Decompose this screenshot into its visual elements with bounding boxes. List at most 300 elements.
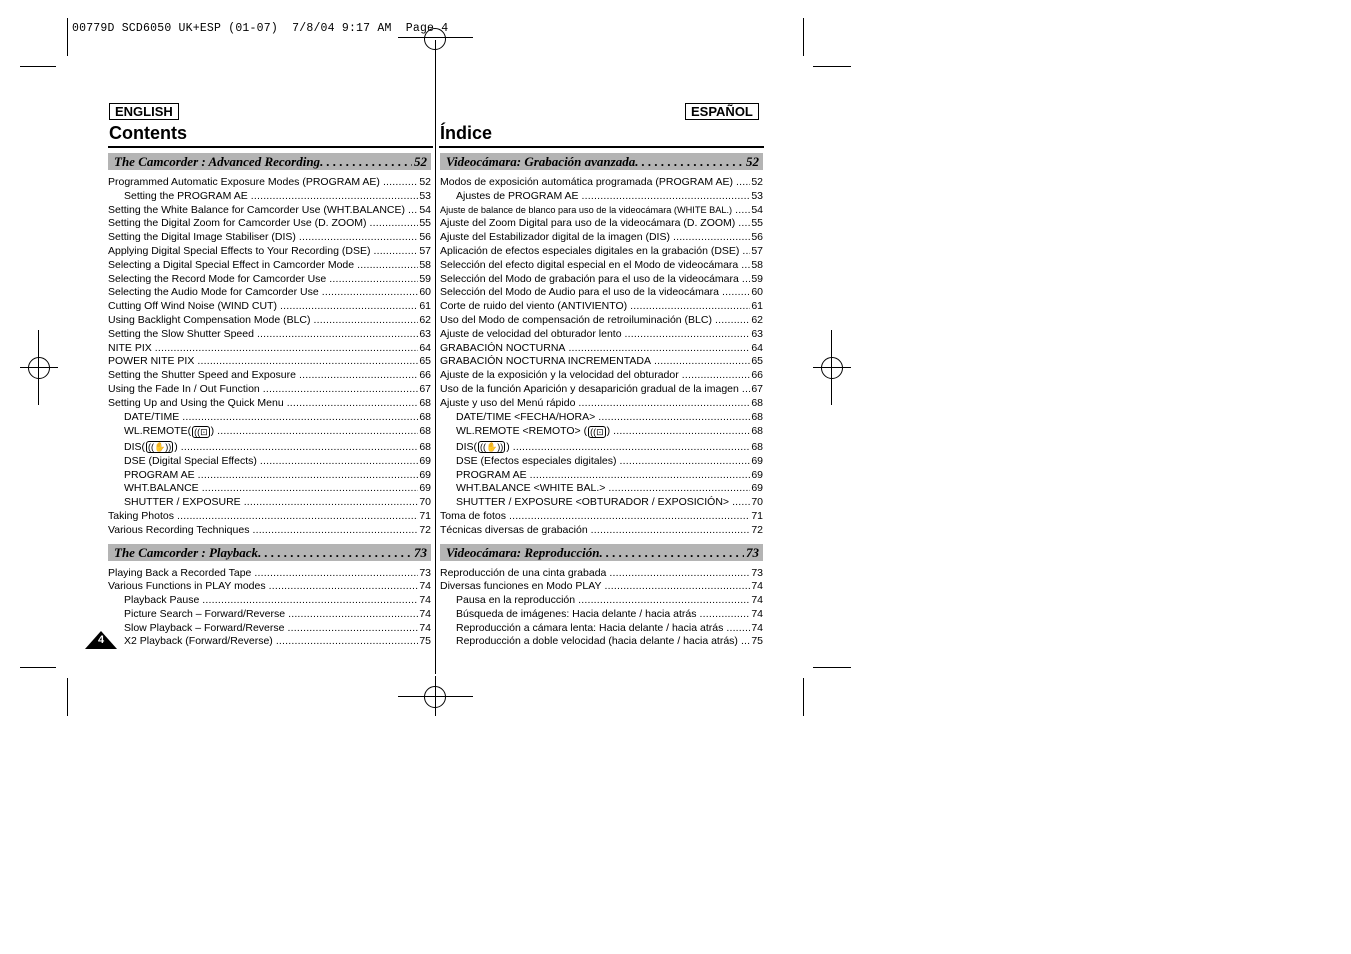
leader-dots [322, 286, 419, 300]
entry-title [124, 482, 199, 496]
leader-dots [741, 259, 750, 273]
entry-text-after: ) [506, 440, 510, 453]
entry-title [124, 622, 284, 636]
entry-title [440, 510, 506, 524]
entry-page: 55 [751, 217, 763, 230]
entry-title [124, 411, 179, 425]
entry-text: Ajuste del Zoom Digital para uso de la videocámara (D. ZOOM) [440, 217, 736, 230]
entry-page: 68 [419, 410, 431, 423]
entry-text: Selección del efecto digital especial en el Modo de videocámara [440, 258, 739, 271]
toc-entry [440, 440, 763, 455]
entry-text: Setting the Digital Zoom for Camcorder Use (D. ZOOM) [108, 217, 367, 230]
entry-title [456, 496, 729, 510]
entry-title [124, 440, 178, 455]
entry-page: 54 [419, 203, 431, 216]
entry-title [440, 383, 739, 397]
entry-title [456, 635, 738, 649]
entry-page: 68 [751, 425, 763, 438]
entry-title [108, 355, 194, 369]
section-title: Videocámara: Reproducción [446, 544, 600, 560]
entry-text: Reproducción de una cinta grabada [440, 566, 607, 579]
entry-text: Setting the Digital Image Stabiliser (DIS) [108, 231, 296, 244]
toc-entry [108, 369, 431, 383]
entry-page: 69 [419, 468, 431, 481]
entry-text: Selecting the Record Mode for Camcorder Use [108, 272, 327, 285]
leader-dots [722, 286, 750, 300]
leader-dots [735, 204, 750, 218]
leader-dots [251, 190, 419, 204]
entry-text: Selecting the Audio Mode for Camcorder Use [108, 286, 319, 299]
entry-text-after: ) [174, 440, 178, 453]
toc-entry [440, 286, 763, 300]
section-title: The Camcorder : Advanced Recording [114, 154, 321, 169]
leader-dots [181, 440, 419, 455]
entry-title [456, 424, 610, 439]
entry-page: 57 [751, 244, 763, 257]
entry-text: WL.REMOTE( [124, 425, 192, 438]
entry-text: Various Functions in PLAY modes [108, 580, 266, 593]
entry-page: 74 [419, 580, 431, 593]
entry-page: 65 [419, 355, 431, 368]
entry-title [440, 524, 588, 538]
entry-page: 62 [751, 313, 763, 326]
entry-text: DSE (Digital Special Effects) [124, 454, 257, 467]
entry-text: X2 Playback (Forward/Reverse) [124, 635, 273, 648]
toc-entry [108, 204, 431, 218]
toc-entry [108, 469, 431, 483]
entry-text: Picture Search – Forward/Reverse [124, 607, 286, 620]
leader-dots [155, 342, 419, 356]
toc-entry [108, 510, 431, 524]
entry-title [124, 190, 248, 204]
entry-page: 75 [419, 635, 431, 648]
entry-title [440, 204, 732, 218]
toc-section [440, 153, 763, 538]
toc-entry [108, 635, 431, 649]
entry-title [440, 300, 627, 314]
toc-entry [440, 635, 763, 649]
leader-dots [244, 496, 419, 510]
entry-title [456, 411, 595, 425]
entry-text: Slow Playback – Forward/Reverse [124, 621, 285, 634]
entry-page: 56 [751, 231, 763, 244]
entry-page: 69 [751, 482, 763, 495]
entry-page: 68 [419, 440, 431, 453]
toc-entry [440, 469, 763, 483]
dis-icon: ((✋)) [480, 441, 504, 452]
remote-icon: ((⊡ [590, 426, 604, 437]
toc-entry [440, 369, 763, 383]
entry-title [108, 259, 354, 273]
title-rule-right [439, 146, 764, 148]
toc-entry [108, 383, 431, 397]
leader-dots [320, 153, 412, 170]
entry-title [456, 455, 617, 469]
entry-page: 63 [419, 327, 431, 340]
contents-title: Contents [109, 123, 187, 143]
entry-title [108, 217, 367, 231]
toc-entry [108, 496, 431, 510]
entry-text: PROGRAM AE [456, 468, 527, 481]
toc-entry [108, 355, 431, 369]
leader-dots [700, 608, 751, 622]
leader-dots [742, 245, 750, 259]
entry-title [108, 231, 296, 245]
entry-page: 57 [419, 244, 431, 257]
leader-dots [202, 594, 418, 608]
toc-entry [108, 567, 431, 581]
entry-title [456, 622, 723, 636]
entry-page: 70 [419, 496, 431, 509]
toc-entry [440, 204, 763, 218]
toc-entry [108, 286, 431, 300]
entry-page: 61 [751, 300, 763, 313]
entry-page: 74 [751, 621, 763, 634]
entry-text: SHUTTER / EXPOSURE [124, 496, 241, 509]
toc-entry [108, 314, 431, 328]
entry-title [440, 314, 712, 328]
entry-title [108, 176, 380, 190]
leader-dots [202, 482, 419, 496]
leader-dots [254, 567, 418, 581]
entry-text: Programmed Automatic Exposure Modes (PROGRAM AE) [108, 176, 380, 188]
entry-text: Búsqueda de imágenes: Hacia delante / hacia atrás [456, 607, 697, 620]
entry-title [440, 217, 735, 231]
section-page: 52 [414, 154, 427, 169]
entry-page: 55 [419, 217, 431, 230]
entry-text: WHT.BALANCE [124, 482, 199, 495]
leader-dots [287, 622, 418, 636]
toc-entry [108, 524, 431, 538]
entry-page: 71 [419, 509, 431, 522]
toc-entry [108, 482, 431, 496]
leader-dots [726, 622, 750, 636]
indice-title: Índice [440, 123, 493, 143]
section-heading [440, 544, 763, 561]
entry-title [440, 286, 719, 300]
entry-page: 74 [751, 607, 763, 620]
entry-text: Uso de la función Aparición y desaparición gradual de la imagen [440, 382, 739, 395]
entry-page: 69 [751, 468, 763, 481]
entry-title [108, 567, 251, 581]
entry-text: Setting the Slow Shutter Speed [108, 327, 254, 340]
entry-text: DIS( [124, 440, 145, 453]
entry-page: 67 [419, 382, 431, 395]
entry-text: DSE (Efectos especiales digitales) [456, 454, 617, 467]
entry-title [108, 328, 254, 342]
entry-title [456, 469, 527, 483]
entry-title [456, 608, 697, 622]
leader-dots [329, 273, 418, 287]
leader-dots [620, 455, 751, 469]
entry-title [440, 245, 739, 259]
entry-text: Ajuste y uso del Menú rápido [440, 396, 576, 409]
entry-title [440, 369, 679, 383]
leader-dots [269, 580, 419, 594]
entry-title [124, 496, 241, 510]
entry-text: Diversas funciones en Modo PLAY [440, 580, 602, 593]
entry-text: Ajuste de la exposición y la velocidad del obturador [440, 369, 679, 382]
entry-text: Setting the PROGRAM AE [124, 189, 248, 202]
entry-title [108, 204, 405, 218]
entry-title [440, 273, 739, 287]
spanish-label: ESPAÑOL [685, 103, 759, 120]
leader-dots [608, 482, 750, 496]
entry-title [456, 440, 510, 455]
remote-icon: ((⊡ [194, 426, 208, 437]
toc-entry [440, 594, 763, 608]
entry-title [108, 286, 319, 300]
entry-page: 74 [419, 621, 431, 634]
leader-dots [630, 300, 750, 314]
entry-page: 69 [419, 454, 431, 467]
entry-text: Ajuste de balance de blanco para uso de la videocámara (WHITE BAL.) [440, 204, 733, 215]
toc-entry [108, 622, 431, 636]
entry-text: Modos de exposición automática programada (PROGRAM AE) [440, 176, 733, 188]
leader-dots [182, 411, 418, 425]
leader-dots [408, 204, 418, 218]
entry-text-after: ) [210, 425, 215, 438]
entry-title [440, 328, 622, 342]
entry-title [456, 482, 605, 496]
entry-text: SHUTTER / EXPOSURE <OBTURADOR / EXPOSICIÓN> [456, 496, 730, 509]
section-page: 73 [746, 544, 759, 560]
leader-dots [252, 524, 418, 538]
entry-page: 67 [751, 382, 763, 395]
entry-text: GRABACIÓN NOCTURNA [440, 341, 566, 354]
entry-text: Setting Up and Using the Quick Menu [108, 396, 284, 409]
leader-dots [299, 231, 418, 245]
entry-page: 74 [419, 607, 431, 620]
entry-page: 72 [419, 523, 431, 536]
entry-title [124, 469, 195, 483]
toc-entry [440, 397, 763, 411]
entry-page: 74 [751, 594, 763, 607]
leader-dots [198, 469, 419, 483]
entry-page: 66 [419, 369, 431, 382]
leader-dots [530, 469, 751, 483]
leader-dots [263, 383, 419, 397]
leader-dots [314, 314, 419, 328]
section-page: 73 [414, 544, 427, 560]
toc-entry [108, 594, 431, 608]
entry-text: Ajuste de velocidad del obturador lento [440, 327, 622, 340]
leader-dots [513, 440, 751, 455]
entry-title [108, 245, 370, 259]
entry-text: Pausa en la reproducción [456, 594, 576, 607]
entry-text: WL.REMOTE <REMOTO> ( [456, 425, 588, 438]
leader-dots [370, 217, 419, 231]
entry-text: Playback Pause [124, 594, 200, 607]
entry-text: POWER NITE PIX [108, 355, 195, 368]
toc-entry [440, 314, 763, 328]
page-number: 4 [97, 634, 105, 646]
entry-page: 58 [751, 258, 763, 271]
entry-page: 52 [751, 176, 763, 188]
toc-entry [440, 455, 763, 469]
entry-page: 58 [419, 258, 431, 271]
toc-entry [440, 383, 763, 397]
toc-entry [108, 259, 431, 273]
section-page: 52 [746, 154, 759, 169]
toc-entry [440, 580, 763, 594]
leader-dots [654, 355, 750, 369]
leader-dots [578, 594, 750, 608]
leader-dots [682, 369, 751, 383]
entry-page: 71 [751, 509, 763, 522]
entry-title [108, 510, 174, 524]
entry-title [124, 635, 273, 649]
toc-section [108, 153, 431, 538]
entry-title [108, 397, 284, 411]
toc-section [108, 544, 431, 650]
entry-text: Setting the White Balance for Camcorder Use (WHT.BALANCE) [108, 203, 406, 216]
entry-title [108, 524, 249, 538]
entry-text: Uso del Modo de compensación de retroiluminación (BLC) [440, 313, 712, 326]
entry-title [108, 300, 277, 314]
entry-page: 65 [751, 355, 763, 368]
leader-dots [736, 176, 750, 190]
section-heading [108, 153, 431, 170]
print-header: 00779D SCD6050 UK+ESP (01-07) 7/8/04 9:17 AM Page 4 [72, 22, 449, 35]
entry-text: DATE/TIME <FECHA/HORA> [456, 410, 596, 423]
entry-page: 68 [751, 410, 763, 423]
entry-text: Ajustes de PROGRAM AE [456, 189, 579, 202]
toc-entry [108, 580, 431, 594]
entry-text: Playing Back a Recorded Tape [108, 566, 252, 579]
entry-page: 62 [419, 313, 431, 326]
title-rule-left [108, 146, 433, 148]
entry-page: 60 [419, 286, 431, 299]
entry-page: 63 [751, 327, 763, 340]
section-heading [108, 544, 431, 561]
entry-title [456, 190, 579, 204]
toc-entry [440, 259, 763, 273]
entry-text: Reproducción a cámara lenta: Hacia delante / hacia atrás [456, 621, 724, 634]
entry-text: Using Backlight Compensation Mode (BLC) [108, 313, 311, 326]
entry-page: 59 [419, 272, 431, 285]
entry-page: 68 [419, 425, 431, 438]
entry-text: Taking Photos [108, 509, 174, 522]
entry-text: Aplicación de efectos especiales digitales en la grabación (DSE) [440, 244, 740, 257]
leader-dots [742, 273, 750, 287]
entry-title [440, 176, 733, 190]
entry-page: 60 [751, 286, 763, 299]
toc-entry [440, 190, 763, 204]
section-heading [440, 153, 763, 170]
section-title: The Camcorder : Playback [114, 544, 259, 560]
leader-dots [604, 580, 750, 594]
entry-text: WHT.BALANCE <WHITE BAL.> [456, 482, 606, 495]
leader-dots [568, 342, 750, 356]
toc-entry [108, 231, 431, 245]
leader-dots [715, 314, 750, 328]
entry-page: 68 [751, 440, 763, 453]
entry-page: 53 [751, 189, 763, 202]
entry-title [456, 594, 575, 608]
leader-dots [357, 259, 418, 273]
toc-entry [440, 496, 763, 510]
entry-page: 54 [751, 203, 763, 216]
leader-dots [635, 153, 744, 170]
toc-entry [440, 608, 763, 622]
toc-entry [440, 482, 763, 496]
toc-entry [108, 245, 431, 259]
spanish-toc [440, 153, 763, 649]
toc-entry [440, 176, 763, 190]
dis-icon: ((✋)) [148, 441, 172, 452]
toc-entry [440, 273, 763, 287]
leader-dots [509, 510, 750, 524]
leader-dots [217, 424, 418, 439]
leader-dots [741, 635, 750, 649]
entry-page: 74 [751, 580, 763, 593]
leader-dots [578, 397, 750, 411]
leader-dots [276, 635, 419, 649]
entry-title [108, 273, 326, 287]
leader-dots [742, 383, 750, 397]
entry-title [124, 455, 257, 469]
entry-title [108, 369, 296, 383]
entry-text: Toma de fotos [440, 509, 506, 522]
entry-title [124, 594, 199, 608]
entry-page: 61 [419, 300, 431, 313]
toc-entry [440, 424, 763, 439]
entry-page: 53 [419, 189, 431, 202]
toc-entry [440, 300, 763, 314]
toc-entry [108, 273, 431, 287]
leader-dots [299, 369, 418, 383]
entry-text: Setting the Shutter Speed and Exposure [108, 369, 296, 382]
toc-entry [108, 190, 431, 204]
toc-entry [440, 342, 763, 356]
entry-page: 56 [419, 231, 431, 244]
toc-entry [440, 245, 763, 259]
leader-dots [625, 328, 751, 342]
entry-page: 69 [751, 454, 763, 467]
entry-text: Ajuste del Estabilizador digital de la imagen (DIS) [440, 231, 670, 244]
entry-text: Applying Digital Special Effects to Your Recording (DSE) [108, 244, 371, 257]
toc-entry [440, 510, 763, 524]
entry-text-after: ) [606, 425, 611, 438]
toc-entry [108, 300, 431, 314]
leader-dots [177, 510, 418, 524]
entry-text: Selección del Modo de Audio para el uso de la videocámara [440, 286, 720, 299]
toc-entry [108, 217, 431, 231]
toc-entry [108, 397, 431, 411]
toc-entry [440, 567, 763, 581]
entry-page: 52 [419, 176, 431, 188]
entry-page: 64 [419, 341, 431, 354]
entry-title [124, 424, 214, 439]
entry-title [440, 342, 565, 356]
leader-dots [280, 300, 418, 314]
entry-page: 73 [419, 566, 431, 579]
entry-text: Corte de ruido del viento (ANTIVIENTO) [440, 300, 628, 313]
entry-page: 75 [751, 635, 763, 648]
entry-text: DATE/TIME [124, 410, 180, 423]
toc-entry [108, 328, 431, 342]
leader-dots [582, 190, 751, 204]
entry-page: 66 [751, 369, 763, 382]
leader-dots [373, 245, 418, 259]
leader-dots [288, 608, 418, 622]
entry-text: Técnicas diversas de grabación [440, 523, 588, 536]
entry-page: 73 [751, 566, 763, 579]
entry-title [108, 383, 260, 397]
entry-title [440, 355, 651, 369]
entry-text: GRABACIÓN NOCTURNA INCREMENTADA [440, 355, 651, 368]
